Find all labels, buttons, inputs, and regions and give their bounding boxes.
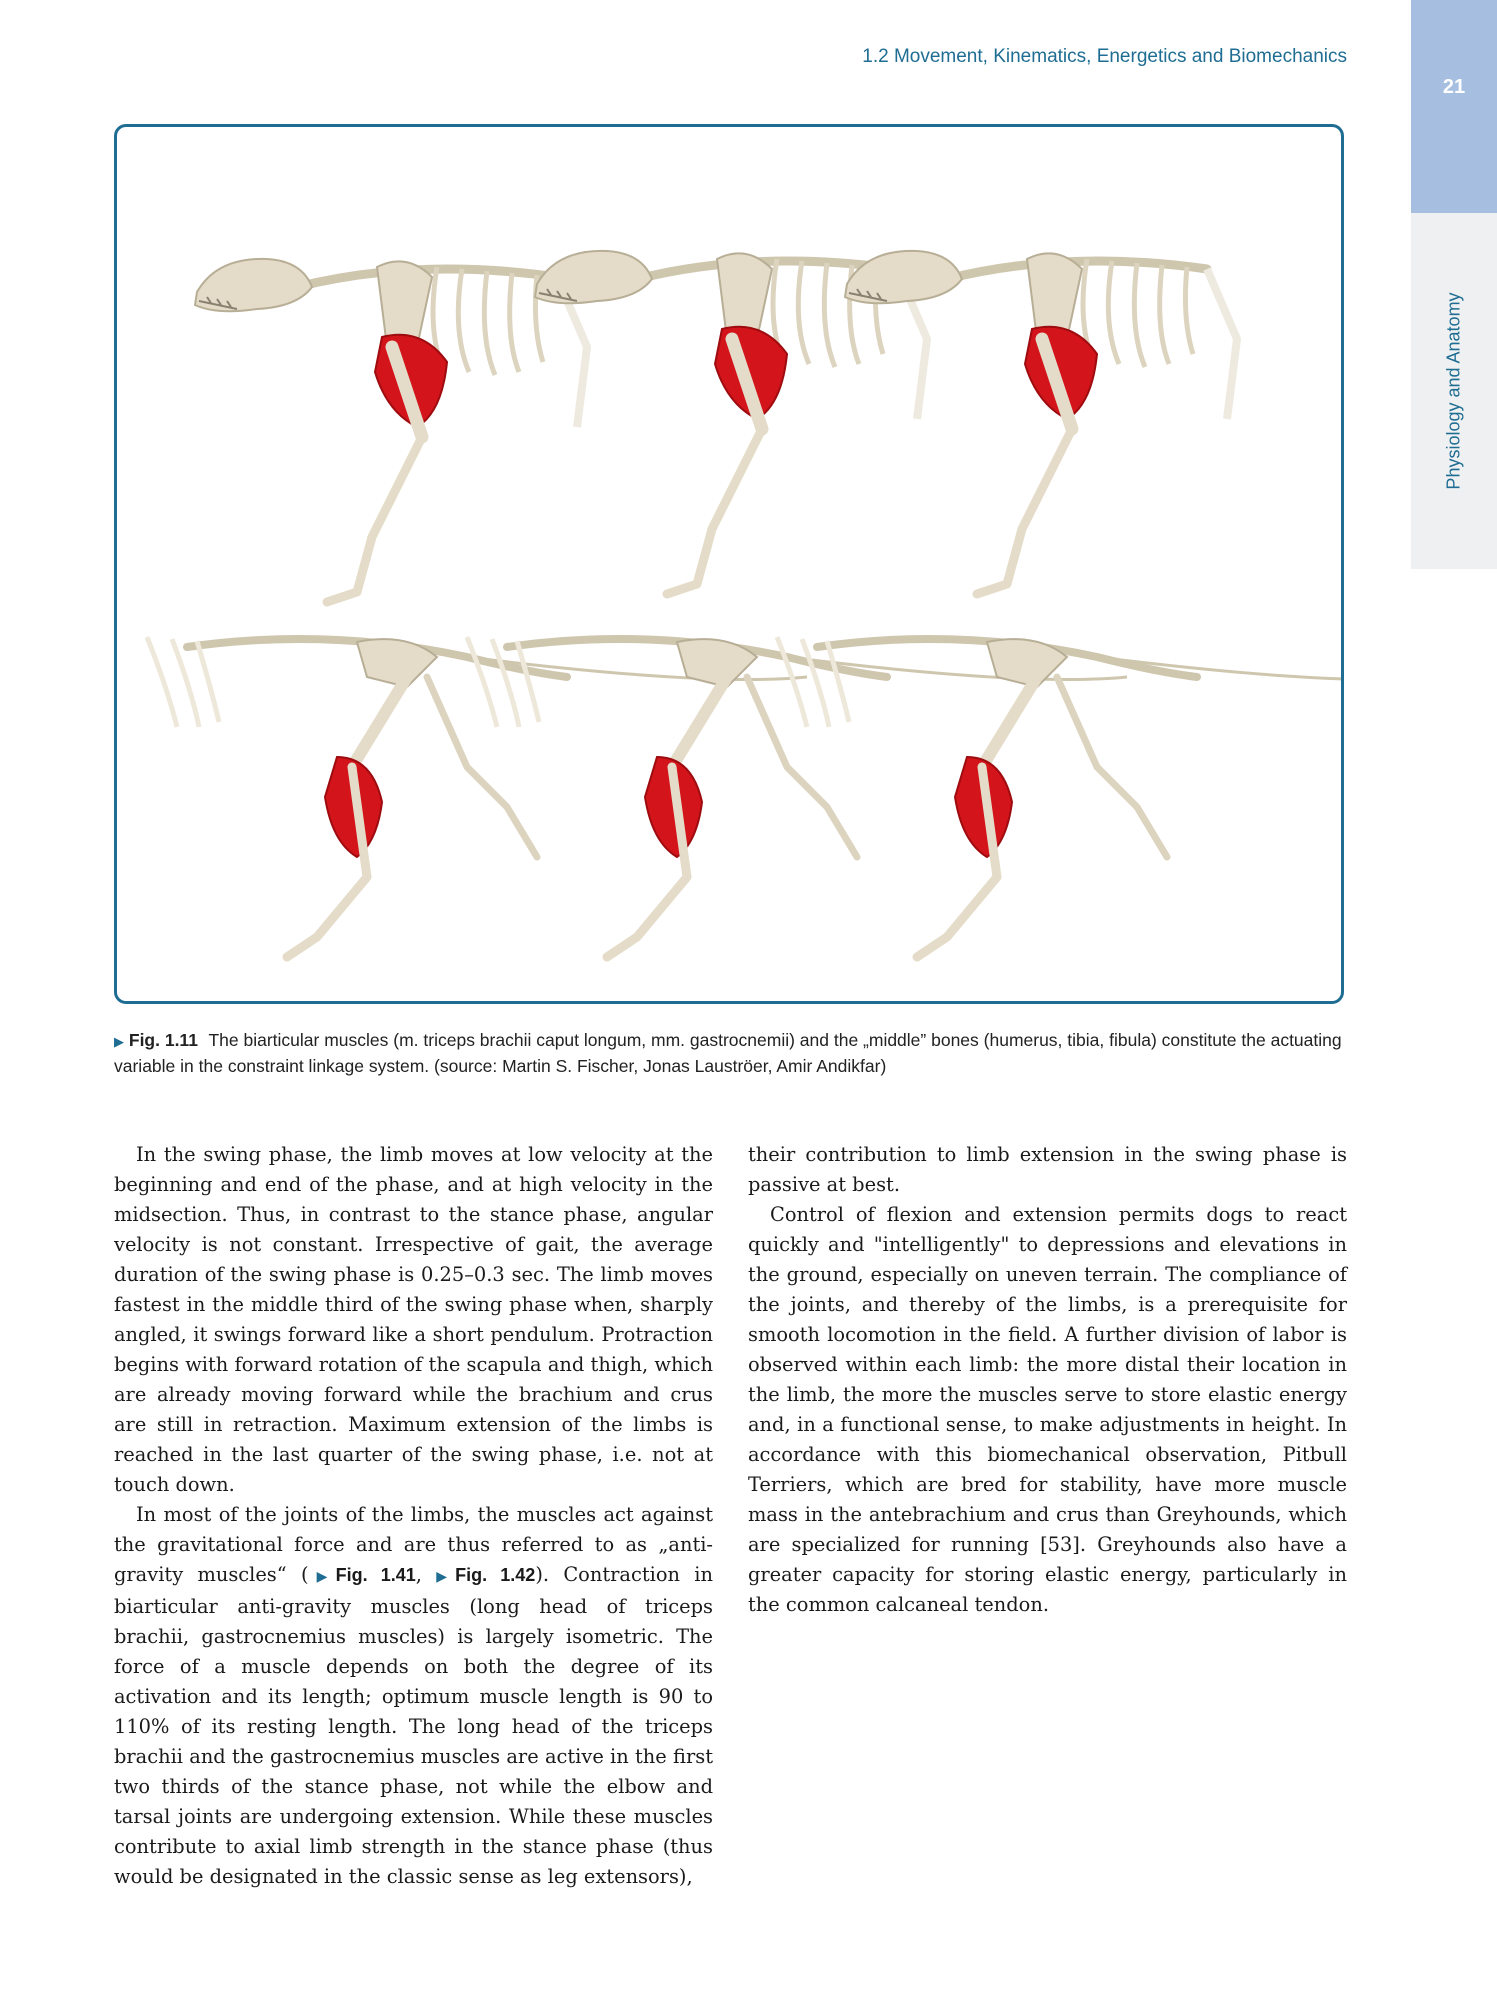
caption-arrow-icon: ▶ xyxy=(114,1034,124,1049)
section-tab-label: Physiology and Anatomy xyxy=(1443,292,1464,490)
paragraph: their contribution to limb extension in the swing phase is passive at best. xyxy=(748,1143,1347,1196)
figure-reference[interactable]: Fig. 1.42 xyxy=(455,1565,536,1585)
separator: , xyxy=(415,1563,437,1586)
paragraph-text: In most of the joints of the limbs, the muscles act against the gravitational force and are thus referred to as „anti-gravity muscles“ ( xyxy=(114,1503,713,1586)
paragraph xyxy=(114,1500,713,1892)
skeleton-illustration xyxy=(117,127,1341,1001)
right-column xyxy=(748,1140,1347,1620)
side-tab-page xyxy=(1411,0,1497,213)
ref-arrow-icon: ▶ xyxy=(436,1569,456,1585)
paragraph: Control of flexion and extension permits dogs to react quickly and "intelligently" to depressions and elevations in the ground, especially on uneven terrain. The compliance of the joints, and thereby of the limbs, is a prerequisite for smooth locomotion in the field. A further division of labor is observed within each limb: the more distal their location in the limb, the more the muscles serve to store elastic energy and, in a functional sense, to make adjustments in height. In accordance with this biomechanical observation, Pitbull Terriers, which are bred for stability, have more muscle mass in the antebrachium and crus than Greyhounds, which are specialized for running [53]. Greyhounds also have a greater capacity for storing elastic energy, particularly in the common calcaneal tendon. xyxy=(748,1203,1347,1616)
figure-caption xyxy=(114,1028,1344,1079)
ref-arrow-icon: ▶ xyxy=(308,1569,336,1585)
side-tab-section xyxy=(1411,213,1497,569)
figure-label: Fig. 1.11 xyxy=(128,1030,198,1050)
figure-box xyxy=(114,124,1344,1004)
running-head: 1.2 Movement, Kinematics, Energetics and Biomechanics xyxy=(862,46,1347,67)
paragraph: In the swing phase, the limb moves at low velocity at the beginning and end of the phase, and at high velocity in the midsection. Thus, in contrast to the stance phase, angular velocity is not constant. Irrespective of gait, the average duration of the swing phase is 0.25–0.3 sec. The limb moves fastest in the middle third of the swing phase when, sharply angled, it swings forward like a short pendulum. Protraction begins with forward rotation of the scapula and thigh, which are already moving forward while the brachium and crus are still in retraction. Maximum extension of the limbs is reached in the last quarter of the swing phase, i.e. not at touch down. xyxy=(114,1143,713,1496)
left-column xyxy=(114,1140,713,1892)
paragraph-text: ). Contraction in biarticular anti-gravity muscles (long head of triceps brachii, gastrocnemius muscles) is largely isometric. The force of a muscle depends on both the degree of its activation and its length; optimum muscle length is 90 to 110% of its resting length. The long head of the triceps brachii and the gastrocnemius muscles are active in the first two thirds of the stance phase, not while the elbow and tarsal joints are undergoing extension. While these muscles contribute to axial limb strength in the stance phase (thus would be designated in the classic sense as leg extensors), xyxy=(114,1563,713,1888)
page-number: 21 xyxy=(1442,76,1466,98)
figure-reference[interactable]: Fig. 1.41 xyxy=(335,1565,416,1585)
caption-text: The biarticular muscles (m. triceps brachii caput longum, mm. gastrocnemii) and the „middle” bones (humerus, tibia, fibula) constitute the actuating variable in the constraint linkage system. (source: Martin S. Fischer, Jonas Lauströer, Amir Andikfar) xyxy=(114,1030,1342,1076)
